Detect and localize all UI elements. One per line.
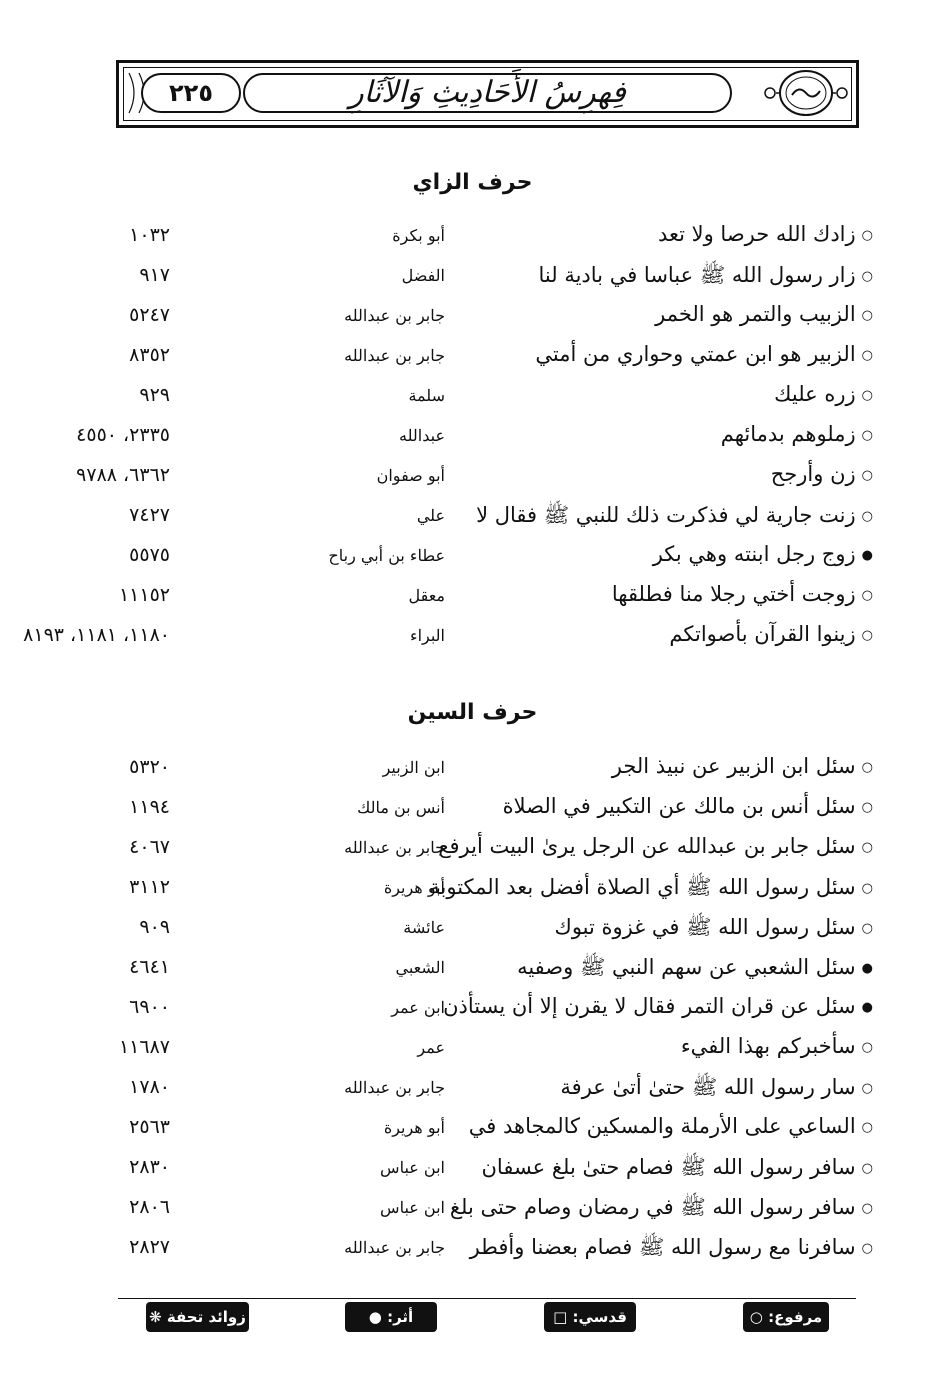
marker-icon: ○ (861, 1161, 873, 1176)
list-item (0, 582, 945, 622)
list-item (0, 302, 945, 342)
ref-numbers: ٤٦٤١ (129, 956, 170, 978)
marker-icon: ○ (861, 628, 873, 643)
marker-icon: ○ (861, 1081, 873, 1096)
hadith-text: زنت جارية لي فذكرت ذلك للنبي ﷺ فقال لا (476, 503, 856, 527)
marker-icon: ○ (861, 308, 873, 323)
marker-icon: ○ (861, 588, 873, 603)
hadith-text: زار رسول الله ﷺ عباسا في بادية لنا (538, 263, 856, 287)
hadith-text: زملوهم بدمائهم (720, 422, 856, 446)
list-item (0, 1154, 945, 1194)
list-item (0, 1074, 945, 1114)
page-title: فِهرِسُ الأَحَادِيثِ وَالآثَارِ (243, 73, 732, 113)
narrator: علي (416, 506, 445, 525)
legend-qudsi: قدسي: □ (544, 1302, 636, 1332)
marker-icon: ○ (861, 1120, 873, 1135)
hadith-text: سئل رسول الله ﷺ أي الصلاة أفضل بعد المكتوبة (429, 875, 856, 899)
list-item (0, 994, 945, 1034)
list-item (0, 874, 945, 914)
book-emblem-icon (762, 67, 850, 119)
narrator: ابن عباس (380, 1158, 445, 1177)
marker-icon: ○ (861, 468, 873, 483)
section-title: حرف السين (407, 700, 538, 725)
marker-icon: ● (861, 1000, 873, 1015)
list-item (0, 1194, 945, 1234)
marker-icon: ○ (861, 1040, 873, 1055)
list-item (0, 1234, 945, 1274)
list-item (0, 754, 945, 794)
marker-icon: ○ (861, 921, 873, 936)
marker-icon: ○ (861, 269, 873, 284)
ref-numbers: ٦٩٠٠ (129, 996, 170, 1018)
narrator: ابن الزبير (382, 758, 445, 777)
narrator: جابر بن عبدالله (344, 838, 445, 857)
hadith-text: سافر رسول الله ﷺ فصام حتىٰ بلغ عسفان (481, 1155, 856, 1179)
ref-numbers: ٥٣٢٠ (129, 756, 170, 778)
ref-numbers: ٧٤٢٧ (129, 504, 170, 526)
narrator: عبدالله (399, 426, 445, 445)
hadith-text: سئل رسول الله ﷺ في غزوة تبوك (554, 915, 856, 939)
ref-numbers: ١١٩٤ (129, 796, 170, 818)
hadith-text: سأخبركم بهذا الفيء (680, 1034, 856, 1058)
marker-icon: ○ (861, 388, 873, 403)
ref-numbers: ٩٠٩ (139, 916, 170, 938)
ref-numbers: ٩٢٩ (139, 384, 170, 406)
narrator: جابر بن عبدالله (344, 346, 445, 365)
list-item (0, 914, 945, 954)
ref-numbers: ١١٨٠، ١١٨١، ٨١٩٣ (23, 624, 170, 646)
hadith-text: الساعي على الأرملة والمسكين كالمجاهد في (468, 1114, 856, 1138)
hadith-text: سئل جابر بن عبدالله عن الرجل يرىٰ البيت أيرفع (438, 834, 856, 858)
marker-icon: ○ (861, 428, 873, 443)
list-item (0, 262, 945, 302)
narrator: معقل (408, 586, 445, 605)
ref-numbers: ٢٨٣٠ (129, 1156, 170, 1178)
narrator: أبو هريرة (383, 878, 445, 897)
ref-numbers: ٢٣٣٥، ٤٥٥٠ (76, 424, 170, 446)
legend-athar: أثر: ● (345, 1302, 437, 1332)
page-number: ٢٢٥ (141, 73, 241, 113)
ref-numbers: ١١٦٨٧ (118, 1036, 170, 1058)
ref-numbers: ٥٥٧٥ (129, 544, 170, 566)
ref-numbers: ٨٣٥٢ (129, 344, 170, 366)
hadith-text: زن وأرجح (770, 462, 856, 486)
narrator: جابر بن عبدالله (344, 1078, 445, 1097)
legend-zawaid: زوائد تحفة ❋ (146, 1302, 249, 1332)
hadith-text: زره عليك (774, 382, 856, 406)
ref-numbers: ٣١١٢ (129, 876, 170, 898)
narrator: ابن عمر (391, 998, 445, 1017)
list-item (0, 342, 945, 382)
narrator: جابر بن عبدالله (344, 1238, 445, 1257)
list-item (0, 1034, 945, 1074)
narrator: ابن عباس (380, 1198, 445, 1217)
legend-marfu: مرفوع: ○ (743, 1302, 829, 1332)
narrator: عمر (417, 1038, 445, 1057)
list-item (0, 622, 945, 662)
ref-numbers: ٦٣٦٢، ٩٧٨٨ (76, 464, 170, 486)
narrator: عائشة (403, 918, 445, 937)
hadith-text: سافرنا مع رسول الله ﷺ فصام بعضنا وأفطر (469, 1235, 856, 1259)
list-item (0, 542, 945, 582)
page-header (116, 60, 859, 128)
ref-numbers: ٥٢٤٧ (129, 304, 170, 326)
narrator: أنس بن مالك (357, 798, 445, 817)
ref-numbers: ٤٠٦٧ (129, 836, 170, 858)
hadith-text: الزبير هو ابن عمتي وحواري من أمتي (535, 342, 856, 366)
list-item (0, 502, 945, 542)
narrator: جابر بن عبدالله (344, 306, 445, 325)
narrator: الشعبي (395, 958, 445, 977)
hadith-text: زوجت أختي رجلا منا فطلقها (611, 582, 856, 606)
list-item (0, 834, 945, 874)
hadith-text: سئل عن قران التمر فقال لا يقرن إلا أن يستأذن (443, 994, 856, 1018)
marker-icon: ○ (861, 348, 873, 363)
list-item (0, 422, 945, 462)
marker-icon: ○ (861, 881, 873, 896)
marker-icon: ● (861, 961, 873, 976)
section-title: حرف الزاي (412, 170, 533, 195)
marker-icon: ○ (861, 760, 873, 775)
list-item (0, 794, 945, 834)
hadith-text: سئل أنس بن مالك عن التكبير في الصلاة (502, 794, 856, 818)
narrator: أبو بكرة (392, 226, 445, 245)
narrator: أبو صفوان (376, 466, 445, 485)
marker-icon: ○ (861, 228, 873, 243)
marker-icon: ○ (861, 1241, 873, 1256)
ref-numbers: ١١١٥٢ (118, 584, 170, 606)
list-item (0, 1114, 945, 1154)
list-item (0, 382, 945, 422)
hadith-text: سافر رسول الله ﷺ في رمضان وصام حتى بلغ (449, 1195, 856, 1219)
ref-numbers: ٢٨٢٧ (129, 1236, 170, 1258)
marker-icon: ○ (861, 800, 873, 815)
marker-icon: ○ (861, 509, 873, 524)
ref-numbers: ٩١٧ (139, 264, 170, 286)
ref-numbers: ٢٨٠٦ (129, 1196, 170, 1218)
marker-icon: ● (861, 548, 873, 563)
hadith-text: زوج رجل ابنته وهي بكر (652, 542, 856, 566)
list-item (0, 222, 945, 262)
narrator: البراء (410, 626, 445, 645)
marker-icon: ○ (861, 1201, 873, 1216)
ref-numbers: ٢٥٦٣ (129, 1116, 170, 1138)
hadith-text: الزبيب والتمر هو الخمر (655, 302, 856, 326)
narrator: سلمة (408, 386, 445, 405)
narrator: أبو هريرة (383, 1118, 445, 1137)
ref-numbers: ١٠٣٢ (129, 224, 170, 246)
hadith-text: سئل الشعبي عن سهم النبي ﷺ وصفيه (517, 955, 856, 979)
list-item (0, 954, 945, 994)
hadith-text: زادك الله حرصا ولا تعد (657, 222, 856, 246)
hadith-text: زينوا القرآن بأصواتكم (669, 622, 856, 646)
hadith-text: سئل ابن الزبير عن نبيذ الجر (611, 754, 856, 778)
narrator: عطاء بن أبي رباح (328, 546, 445, 565)
list-item (0, 462, 945, 502)
narrator: الفضل (401, 266, 445, 285)
ref-numbers: ١٧٨٠ (129, 1076, 170, 1098)
hadith-text: سار رسول الله ﷺ حتىٰ أتىٰ عرفة (560, 1075, 856, 1099)
footer-divider (118, 1298, 856, 1299)
marker-icon: ○ (861, 840, 873, 855)
